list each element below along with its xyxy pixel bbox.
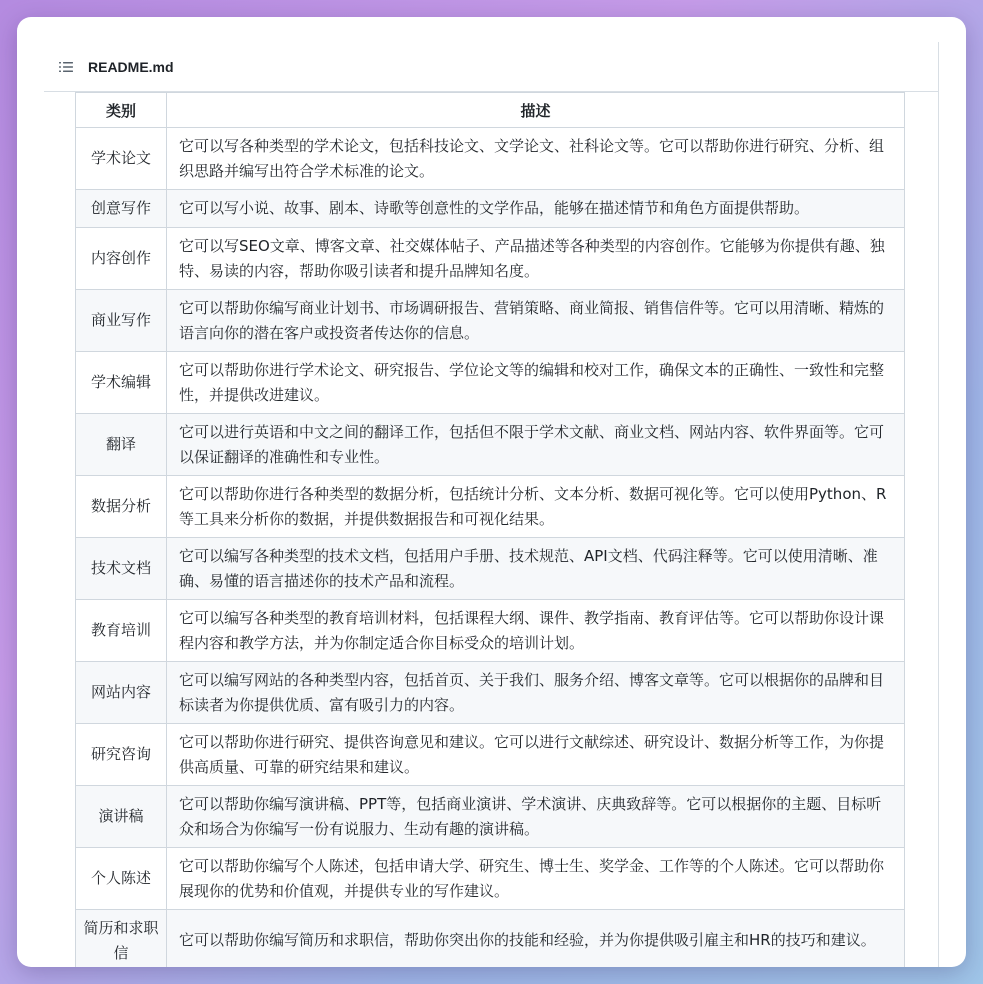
file-header bbox=[44, 42, 938, 92]
table-row bbox=[76, 786, 905, 848]
description-cell: 它可以写小说、故事、剧本、诗歌等创意性的文学作品，能够在描述情节和角色方面提供帮助。 bbox=[167, 190, 905, 228]
category-cell: 个人陈述 bbox=[76, 848, 167, 910]
category-cell: 数据分析 bbox=[76, 476, 167, 538]
category-cell: 内容创作 bbox=[76, 228, 167, 290]
category-cell: 简历和求职信 bbox=[76, 910, 167, 968]
table-row bbox=[76, 600, 905, 662]
description-cell: 它可以写各种类型的学术论文，包括科技论文、文学论文、社科论文等。它可以帮助你进行研究、分析、组织思路并编写出符合学术标准的论文。 bbox=[167, 128, 905, 190]
table-row bbox=[76, 290, 905, 352]
description-cell: 它可以写SEO文章、博客文章、社交媒体帖子、产品描述等各种类型的内容创作。它能够为你提供有趣、独特、易读的内容，帮助你吸引读者和提升品牌知名度。 bbox=[167, 228, 905, 290]
table-row bbox=[76, 724, 905, 786]
description-cell: 它可以帮助你进行研究、提供咨询意见和建议。它可以进行文献综述、研究设计、数据分析等工作，为你提供高质量、可靠的研究结果和建议。 bbox=[167, 724, 905, 786]
description-cell: 它可以帮助你编写演讲稿、PPT等，包括商业演讲、学术演讲、庆典致辞等。它可以根据你的主题、目标听众和场合为你编写一份有说服力、生动有趣的演讲稿。 bbox=[167, 786, 905, 848]
table-row bbox=[76, 910, 905, 968]
category-cell: 技术文档 bbox=[76, 538, 167, 600]
category-cell: 翻译 bbox=[76, 414, 167, 476]
description-cell: 它可以帮助你编写简历和求职信，帮助你突出你的技能和经验，并为你提供吸引雇主和HR的技巧和建议。 bbox=[167, 910, 905, 968]
category-cell: 学术编辑 bbox=[76, 352, 167, 414]
table-row bbox=[76, 190, 905, 228]
category-cell: 研究咨询 bbox=[76, 724, 167, 786]
description-cell: 它可以帮助你编写个人陈述，包括申请大学、研究生、博士生、奖学金、工作等的个人陈述。它可以帮助你展现你的优势和价值观，并提供专业的写作建议。 bbox=[167, 848, 905, 910]
table-row bbox=[76, 414, 905, 476]
capabilities-table bbox=[75, 92, 905, 967]
table-row bbox=[76, 352, 905, 414]
header-description: 描述 bbox=[167, 93, 905, 128]
file-title: README.md bbox=[88, 58, 174, 75]
table-row bbox=[76, 228, 905, 290]
description-cell: 它可以帮助你进行学术论文、研究报告、学位论文等的编辑和校对工作，确保文本的正确性、一致性和完整性，并提供改进建议。 bbox=[167, 352, 905, 414]
description-cell: 它可以进行英语和中文之间的翻译工作，包括但不限于学术文献、商业文档、网站内容、软件界面等。它可以保证翻译的准确性和专业性。 bbox=[167, 414, 905, 476]
category-cell: 学术论文 bbox=[76, 128, 167, 190]
category-cell: 教育培训 bbox=[76, 600, 167, 662]
markdown-body bbox=[44, 92, 905, 967]
category-cell: 演讲稿 bbox=[76, 786, 167, 848]
category-cell: 创意写作 bbox=[76, 190, 167, 228]
readme-panel bbox=[44, 42, 939, 967]
app-window bbox=[17, 17, 966, 967]
table-row bbox=[76, 848, 905, 910]
header-category: 类别 bbox=[76, 93, 167, 128]
table-row bbox=[76, 662, 905, 724]
table-row bbox=[76, 476, 905, 538]
table-header-row bbox=[76, 93, 905, 128]
table-row bbox=[76, 538, 905, 600]
description-cell: 它可以帮助你编写商业计划书、市场调研报告、营销策略、商业简报、销售信件等。它可以用清晰、精炼的语言向你的潜在客户或投资者传达你的信息。 bbox=[167, 290, 905, 352]
table-row bbox=[76, 128, 905, 190]
description-cell: 它可以编写各种类型的教育培训材料，包括课程大纲、课件、教学指南、教育评估等。它可以帮助你设计课程内容和教学方法，并为你制定适合你目标受众的培训计划。 bbox=[167, 600, 905, 662]
description-cell: 它可以编写各种类型的技术文档，包括用户手册、技术规范、API文档、代码注释等。它可以使用清晰、准确、易懂的语言描述你的技术产品和流程。 bbox=[167, 538, 905, 600]
list-icon[interactable] bbox=[58, 59, 74, 75]
description-cell: 它可以帮助你进行各种类型的数据分析，包括统计分析、文本分析、数据可视化等。它可以使用Python、R等工具来分析你的数据，并提供数据报告和可视化结果。 bbox=[167, 476, 905, 538]
category-cell: 商业写作 bbox=[76, 290, 167, 352]
category-cell: 网站内容 bbox=[76, 662, 167, 724]
description-cell: 它可以编写网站的各种类型内容，包括首页、关于我们、服务介绍、博客文章等。它可以根据你的品牌和目标读者为你提供优质、富有吸引力的内容。 bbox=[167, 662, 905, 724]
